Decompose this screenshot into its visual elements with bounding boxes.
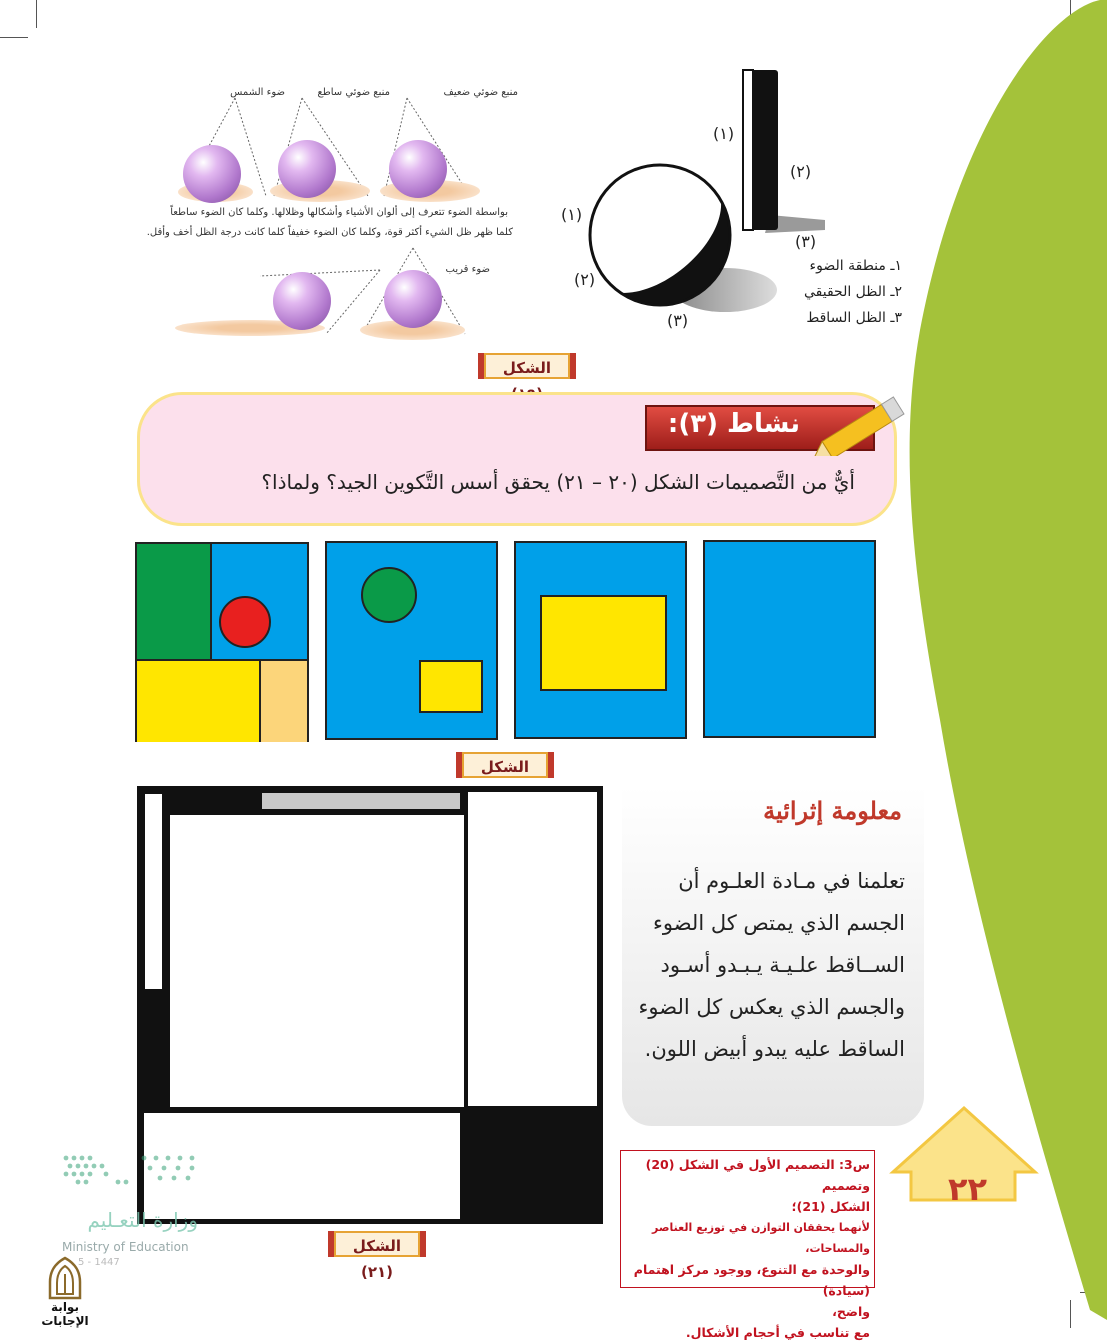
light-label-bright: منبع ضوئي ساطع: [317, 87, 390, 98]
ministry-year: 5 - 1447: [78, 1257, 120, 1268]
figure20-label: الشكل: [462, 752, 548, 778]
answer-line: الشكل (21)؛: [791, 1199, 870, 1214]
brand-logo-icon: [44, 1256, 86, 1300]
pencil-icon: [812, 396, 912, 456]
design-1-composition: [135, 542, 309, 742]
peach-block: [261, 659, 307, 742]
marker-ball-2: (٢): [574, 270, 596, 289]
sphere-sun: [183, 145, 241, 203]
answer-line: والوحدة مع التنوع، ووجود مركز اهتمام (سيادة): [633, 1262, 870, 1298]
light-label-sun: ضوء الشمس: [230, 87, 285, 98]
answer-line: مع تناسب في أحجام الأشكال.: [685, 1325, 870, 1340]
legend-cast-shadow: ٣ـ الظل الساقط: [806, 310, 902, 326]
info-line: الجسم الذي يمتص كل الضوء: [652, 911, 905, 935]
sphere-bright: [278, 140, 336, 198]
crop-mark: [0, 37, 28, 38]
answer-line: واضح،: [832, 1304, 870, 1319]
ministry-english: Ministry of Education: [62, 1240, 189, 1254]
crop-mark: [36, 0, 37, 28]
ministry-logo-dots: [60, 1152, 200, 1200]
red-circle: [219, 596, 271, 648]
legend-light-area: ١ـ منطقة الضوء: [809, 258, 902, 274]
marker-board-1: (١): [713, 124, 735, 143]
figure19-label: الشكل: [484, 353, 570, 379]
light-label-weak: منبع ضوئي ضعيف: [443, 87, 518, 98]
design-2-circle-square: [325, 541, 498, 740]
marker-ball-3: (٣): [667, 311, 689, 330]
info-line: الســاقط علـيـة يـبـدو أسـود: [660, 953, 905, 977]
gray-bar: [262, 793, 460, 809]
right-white-panel: [468, 792, 597, 1106]
page-number: ٢٢: [947, 1170, 988, 1208]
yellow-square: [419, 660, 483, 713]
figure21-label: الشكل (٢١): [334, 1231, 420, 1257]
info-line: تعلمنا في مـادة العلـوم أن: [678, 869, 905, 893]
white-strip: [144, 793, 163, 990]
design-3-rectangle: [514, 541, 687, 739]
answer-box: [620, 1150, 875, 1340]
answer-line: لأنهما يحققان التوازن في توزيع العناصر والمساحات،: [652, 1221, 870, 1255]
yellow-rectangle: [540, 595, 667, 691]
info-body: [630, 860, 905, 1070]
marker-ball-1: (١): [561, 205, 583, 224]
green-circle: [361, 567, 417, 623]
sphere-weak: [389, 140, 447, 198]
answer-line: س3: التصميم الأول في الشكل (20) وتصميم: [645, 1157, 870, 1193]
figure19-caption-line1: بواسطة الضوء تتعرف إلى ألوان الأشياء وأشكالها وظلالها. وكلما كان الضوء ساطعاً: [170, 207, 508, 218]
sphere-near-2: [384, 270, 442, 328]
sphere-near-1: [273, 272, 331, 330]
marker-board-2: (٢): [790, 162, 812, 181]
info-line: الساقط عليه يبدو أبيض اللون.: [644, 1037, 905, 1061]
activity-title: نشاط (٣):: [667, 409, 800, 439]
ministry-arabic: وزارة التعـليم: [87, 1208, 198, 1232]
figure21-design: [137, 786, 603, 1224]
figure19-caption-line2: كلما ظهر ظل الشيء أكثر قوة، وكلما كان الضوء خفيفاً كلما كانت درجة الظل أخف وأقل.: [146, 227, 513, 238]
activity-question: أيٌّ من التَّصميمات الشكل (٢٠ – ٢١) يحقق أسس التَّكوين الجيد؟ ولماذا؟: [261, 470, 855, 494]
info-line: والجسم الذي يعكس كل الضوء: [638, 995, 905, 1019]
light-label-near: ضوء قريب: [445, 264, 490, 275]
marker-board-3: (٣): [795, 232, 817, 251]
legend-true-shadow: ٢ـ الظل الحقيقي: [803, 284, 902, 300]
design-4-plain: [703, 540, 876, 738]
large-white-square: [170, 815, 464, 1107]
yellow-block: [137, 659, 261, 742]
brand-name: بوابة الإجابات: [41, 1300, 89, 1328]
green-block: [137, 544, 212, 659]
info-title: معلومة إثرائية: [763, 796, 902, 825]
